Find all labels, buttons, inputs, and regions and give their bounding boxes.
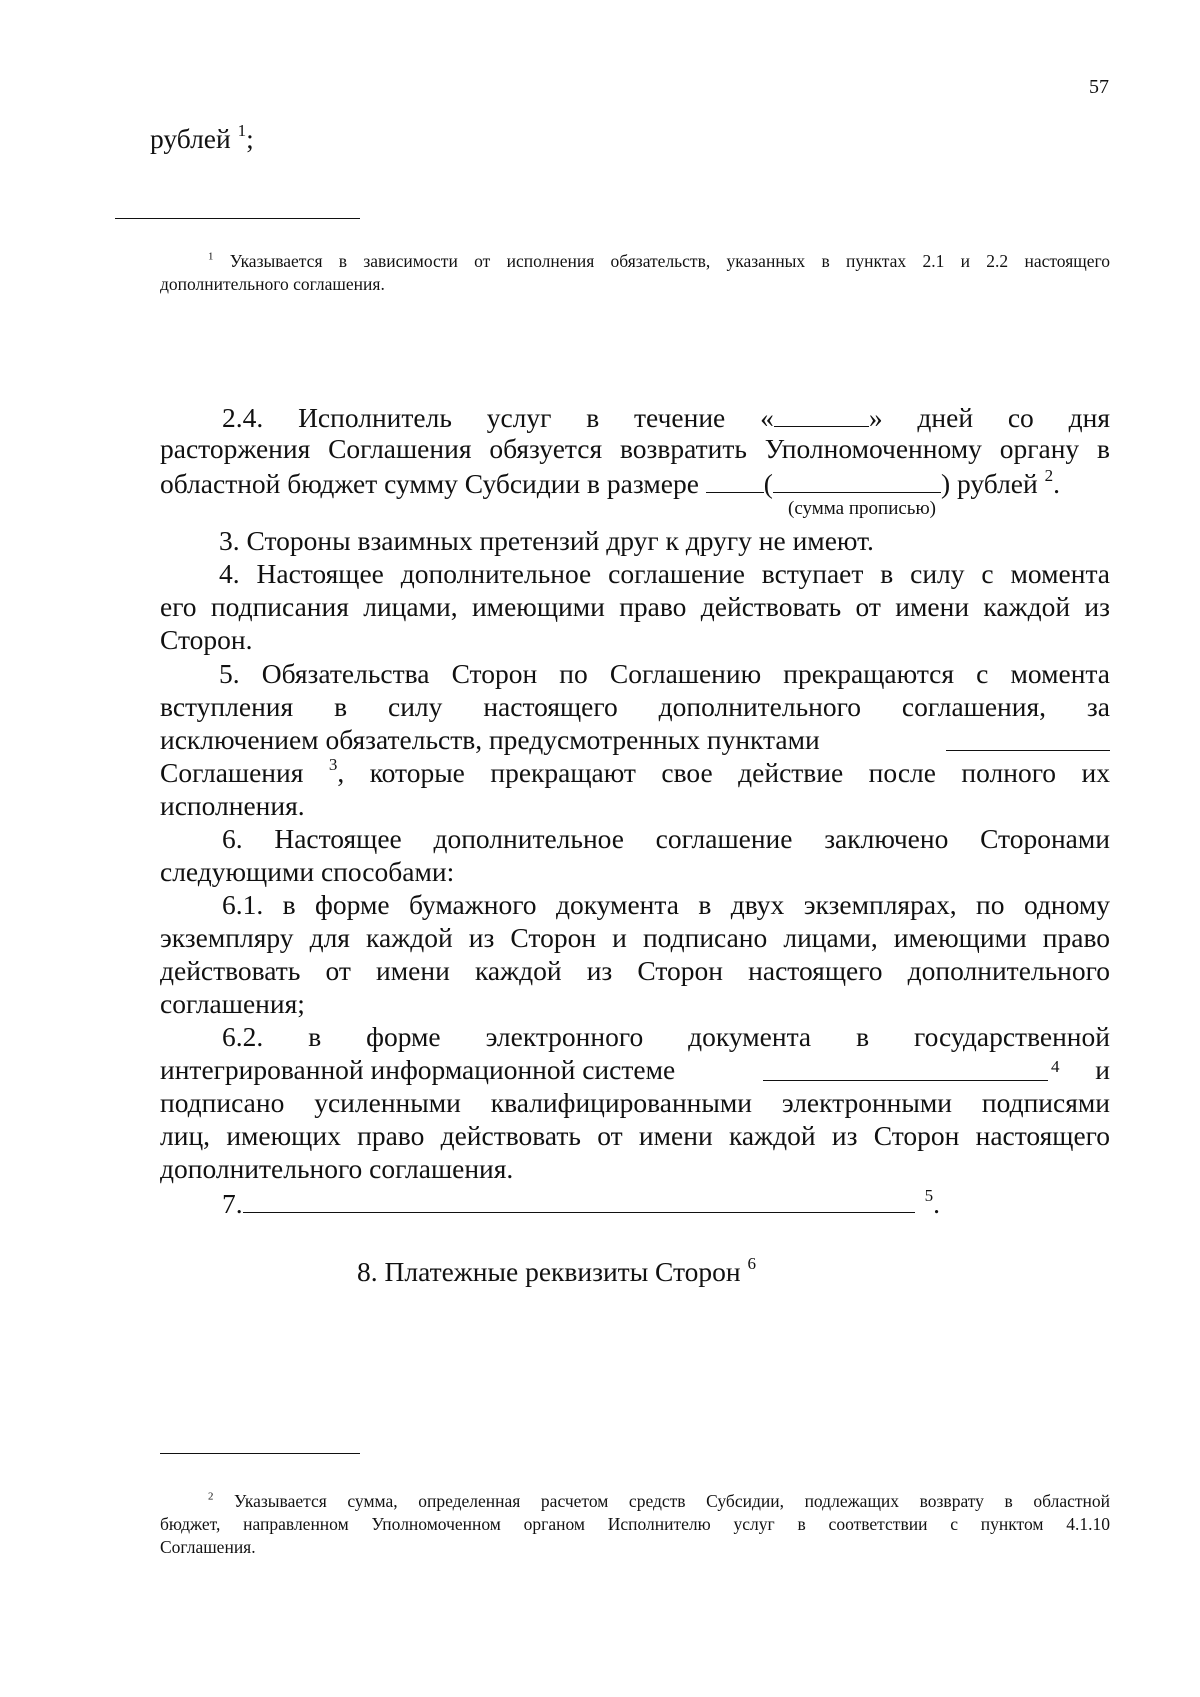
footnote-ref-5: 5 <box>924 1186 934 1206</box>
p61-line-4: соглашения; <box>160 988 305 1019</box>
page-number: 57 <box>1089 76 1109 98</box>
p24-line-1-start: 2.4. Исполнитель услуг в течение « <box>222 402 774 433</box>
p62-line-5: дополнительного соглашения. <box>160 1153 514 1184</box>
footnote-2 <box>160 1490 1110 1559</box>
paragraph-6-1 <box>160 888 1110 1020</box>
p5-line-2: вступления в силу настоящего дополнительного соглашения, за <box>160 691 1110 722</box>
footnote-separator-2 <box>160 1453 360 1454</box>
p62-line-1: 6.2. в форме электронного документа в государственной <box>222 1021 1110 1052</box>
paragraph-6 <box>160 822 1110 888</box>
p5-line-3-text: исключением обязательств, предусмотренных пунктами <box>160 724 820 755</box>
p62-line-2-end: и <box>1095 1054 1110 1085</box>
p5-line-3 <box>160 723 1110 756</box>
footnote-separator-1 <box>115 218 360 219</box>
p24-line-3-rubles: ) рублей <box>940 468 1045 499</box>
p24-line-1 <box>160 399 1110 432</box>
footnote-2-text-1: Указывается сумма, определенная расчетом средств Субсидии, подлежащих возврату в областной <box>213 1491 1110 1511</box>
p6-line-1: 6. Настоящее дополнительное соглашение заключено Сторонами <box>222 823 1110 854</box>
footnote-ref-2: 2 <box>1044 466 1054 486</box>
p5-line-5: исполнения. <box>160 790 305 821</box>
footnote-ref-1: 1 <box>237 121 247 141</box>
p24-line-2: расторжения Соглашения обязуется возвратить Уполномоченному органу в <box>160 433 1110 464</box>
p24-line-3-start: областной бюджет сумму Субсидии в размере <box>160 468 706 499</box>
footnote-2-line-1 <box>160 1490 1110 1513</box>
p7-number: 7. <box>222 1188 243 1219</box>
footnote-1 <box>160 250 1110 296</box>
p62-line-2-text: интегрированной информационной системе <box>160 1054 676 1085</box>
amount-in-words-label: (сумма прописью) <box>788 498 936 519</box>
p24-line-3 <box>160 465 1110 498</box>
p62-line-4: лиц, имеющих право действовать от имени каждой из Сторон настоящего <box>160 1120 1110 1151</box>
p7-period: . <box>933 1188 941 1219</box>
p24-line-3-period: . <box>1053 468 1060 499</box>
p6-line-2: следующими способами: <box>160 856 455 887</box>
footnote-1-line-1 <box>160 250 1110 273</box>
p24-line-1-end: » дней со дня <box>868 402 1110 433</box>
p24-open-paren: ( <box>763 468 773 499</box>
amount-words-blank <box>773 465 941 493</box>
p5-line-1: 5. Обязательства Сторон по Соглашению прекращаются с момента <box>219 658 1110 689</box>
paragraph-5 <box>160 657 1110 822</box>
paragraph-6-2 <box>160 1020 1110 1185</box>
p4-line-3: Сторон. <box>160 624 253 655</box>
footnote-ref-3: 3 <box>328 755 338 775</box>
p5-line-4 <box>160 756 1110 789</box>
p61-line-3: действовать от имени каждой из Сторон настоящего дополнительного <box>160 955 1110 986</box>
footnote-1-text-1: Указывается в зависимости от исполнения обязательств, указанных в пунктах 2.1 и 2.2 настоящего <box>213 251 1110 271</box>
paragraph-3: 3. Стороны взаимных претензий друг к другу не имеют. <box>219 525 874 556</box>
p7-blank <box>243 1185 915 1213</box>
days-blank <box>774 399 869 427</box>
p4-line-2: его подписания лицами, имеющими право действовать от имени каждой из <box>160 591 1110 622</box>
paragraph-2-4 <box>160 399 1110 498</box>
carryover-text: рублей <box>150 123 238 154</box>
clauses-blank <box>946 723 1110 751</box>
footnote-ref-6: 6 <box>747 1254 757 1274</box>
paragraph-4 <box>160 557 1110 656</box>
footnote-1-line-2: дополнительного соглашения. <box>160 274 385 294</box>
p62-line-2: интегрированной информационной системе 4 и <box>160 1054 1110 1085</box>
carryover-line <box>150 122 254 155</box>
paragraph-7 <box>222 1185 940 1220</box>
p61-line-2: экземпляру для каждой из Сторон и подписано лицами, имеющими право <box>160 922 1110 953</box>
amount-blank <box>706 465 764 493</box>
system-name-blank <box>763 1053 1048 1081</box>
p62-line-3: подписано усиленными квалифицированными электронными подписями <box>160 1087 1110 1118</box>
footnote-1-mark: 1 <box>208 250 214 263</box>
footnote-2-line-3: Соглашения. <box>160 1537 256 1557</box>
section-8-title <box>357 1255 756 1288</box>
p4-line-1: 4. Настоящее дополнительное соглашение вступает в силу с момента <box>219 558 1110 589</box>
footnote-2-line-2: бюджет, направленном Уполномоченном органом Исполнителю услуг в соответствии с пунктом 4.1.10 <box>160 1514 1110 1534</box>
p5-line-4-end: , которые прекращают свое действие после полного их <box>337 757 1110 788</box>
footnote-2-mark: 2 <box>208 1490 214 1503</box>
p5-line-4-start: Соглашения <box>160 757 329 788</box>
section-8-title-text: 8. Платежные реквизиты Сторон <box>357 1256 748 1287</box>
carryover-tail: ; <box>246 123 254 154</box>
p61-line-1: 6.1. в форме бумажного документа в двух экземплярах, по одному <box>222 889 1110 920</box>
